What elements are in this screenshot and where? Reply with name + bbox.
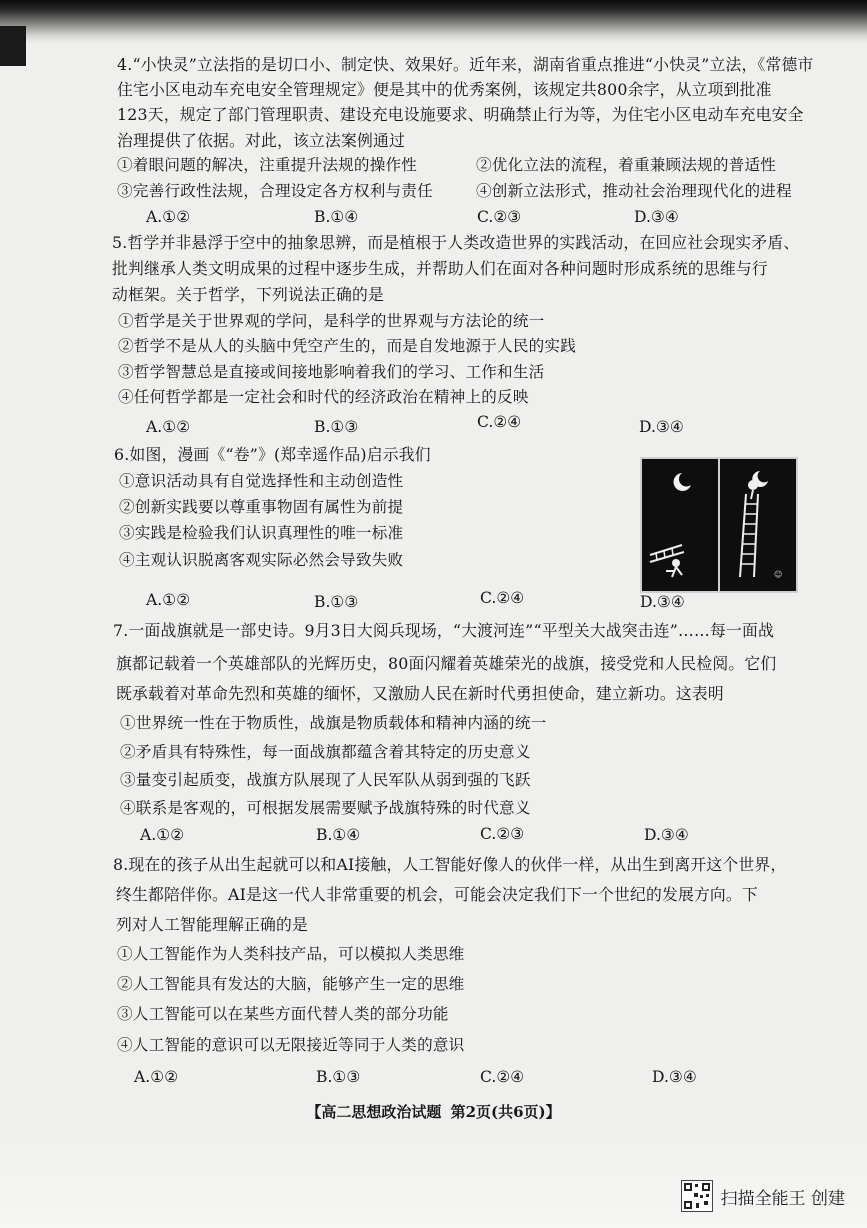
question-text-line: 5.哲学并非悬浮于空中的抽象思辨，而是植根于人类改造世界的实践活动，在回应社会现实矛盾、 (112, 233, 800, 252)
scan-top-shadow (0, 0, 867, 44)
question-text-line: 123天，规定了部门管理职责、建设充电设施要求、明确禁止行为等，为住宅小区电动车充电安全 (117, 105, 804, 124)
question-text-line: 治理提供了依据。对此，该立法案例通过 (117, 131, 405, 150)
option-a[interactable]: A.①② (146, 591, 191, 609)
statement: ④创新立法形式，推动社会治理现代化的进程 (476, 182, 792, 200)
statement: ④任何哲学都是一定社会和时代的经济政治在精神上的反映 (118, 388, 529, 406)
question-text-line: 列对人工智能理解正确的是 (116, 915, 308, 934)
cartoon-drawing (642, 459, 796, 591)
page-footer (0, 1101, 867, 1123)
page-background (0, 1120, 867, 1228)
option-c[interactable]: C.②④ (477, 413, 522, 431)
statement: ②优化立法的流程，着重兼顾法规的普适性 (476, 156, 777, 174)
question-text-line: 住宅小区电动车充电安全管理规定》便是其中的优秀案例，该规定共800余字，从立项到批准 (117, 80, 772, 99)
question-text-line: 旗都记载着一个英雄部队的光辉历史，80面闪耀着英雄荣光的战旗，接受党和人民检阅。它们 (116, 654, 777, 673)
cartoon-illustration (640, 457, 798, 593)
option-b[interactable]: B.①③ (314, 593, 359, 611)
option-a[interactable]: A.①② (140, 826, 185, 844)
scan-edge (0, 26, 26, 66)
scanner-watermark (681, 1182, 845, 1210)
statement: ①世界统一性在于物质性，战旗是物质载体和精神内涵的统一 (120, 714, 547, 732)
option-c[interactable]: C.②④ (480, 1068, 525, 1086)
statement: ③完善行政性法规，合理设定各方权利与责任 (117, 182, 433, 200)
statement: ④联系是客观的，可根据发展需要赋予战旗特殊的时代意义 (120, 799, 531, 817)
question-text-line: 批判继承人类文明成果的过程中逐步生成，并帮助人们在面对各种问题时形成系统的思维与行 (112, 259, 768, 278)
option-b[interactable]: B.①④ (314, 208, 359, 226)
question-text-line: 动框架。关于哲学，下列说法正确的是 (112, 285, 384, 304)
statement: ③人工智能可以在某些方面代替人类的部分功能 (117, 1005, 449, 1023)
question-text-line: 既承载着对革命先烈和英雄的缅怀，又激励人民在新时代勇担使命，建立新功。这表明 (116, 684, 724, 703)
question-text-line: 7.一面战旗就是一部史诗。9月3日大阅兵现场，“大渡河连”“平型关大战突击连”……每一面战 (113, 621, 774, 640)
statement: ③哲学智慧总是直接或间接地影响着我们的学习、工作和生活 (118, 363, 545, 381)
statement: ①着眼问题的解决，注重提升法规的操作性 (117, 156, 418, 174)
statement: ②创新实践要以尊重事物固有属性为前提 (119, 498, 404, 516)
option-b[interactable]: B.①④ (316, 826, 361, 844)
watermark-text: 扫描全能王 创建 (720, 1188, 845, 1209)
statement: ③实践是检验我们认识真理性的唯一标准 (119, 524, 404, 542)
option-d[interactable]: D.③④ (652, 1068, 697, 1086)
option-a[interactable]: A.①② (146, 208, 191, 226)
statement: ①意识活动具有自觉选择性和主动创造性 (119, 472, 404, 490)
option-d[interactable]: D.③④ (640, 593, 685, 611)
question-text-line: 6.如图，漫画《“卷”》(郑幸遥作品)启示我们 (114, 445, 431, 464)
option-d[interactable]: D.③④ (634, 208, 679, 226)
statement: ④人工智能的意识可以无限接近等同于人类的意识 (117, 1036, 465, 1054)
statement: ①哲学是关于世界观的学问，是科学的世界观与方法论的统一 (118, 312, 545, 330)
svg-text:☺: ☺ (774, 570, 783, 579)
statement: ①人工智能作为人类科技产品，可以模拟人类思维 (117, 945, 465, 963)
statement: ③量变引起质变，战旗方队展现了人民军队从弱到强的飞跃 (120, 771, 531, 789)
option-a[interactable]: A.①② (134, 1068, 179, 1086)
footer-page-number: 第2页(共6页)】 (450, 1103, 561, 1121)
statement: ②哲学不是从人的头脑中凭空产生的，而是自发地源于人民的实践 (118, 337, 577, 355)
question-text-line: 4.“小快灵”立法指的是切口小、制定快、效果好。近年来，湖南省重点推进“小快灵”立法，《常德市 (117, 55, 814, 74)
qr-code-icon (681, 1180, 713, 1212)
option-c[interactable]: C.②④ (480, 589, 525, 607)
statement: ④主观认识脱离客观实际必然会导致失败 (119, 551, 404, 569)
footer-title: 【高二思想政治试题 (306, 1103, 442, 1121)
question-text-line: 终生都陪伴你。AI是这一代人非常重要的机会，可能会决定我们下一个世纪的发展方向。下 (116, 885, 758, 904)
option-d[interactable]: D.③④ (639, 418, 684, 436)
option-c[interactable]: C.②③ (480, 825, 525, 843)
option-c[interactable]: C.②③ (477, 208, 522, 226)
option-a[interactable]: A.①② (146, 418, 191, 436)
question-text-line: 8.现在的孩子从出生起就可以和AI接触，人工智能好像人的伙伴一样，从出生到离开这个世界， (113, 855, 787, 874)
statement: ②人工智能具有发达的大脑，能够产生一定的思维 (117, 975, 465, 993)
statement: ②矛盾具有特殊性，每一面战旗都蕴含着其特定的历史意义 (120, 743, 531, 761)
option-d[interactable]: D.③④ (644, 826, 689, 844)
option-b[interactable]: B.①③ (314, 418, 359, 436)
option-b[interactable]: B.①③ (316, 1068, 361, 1086)
